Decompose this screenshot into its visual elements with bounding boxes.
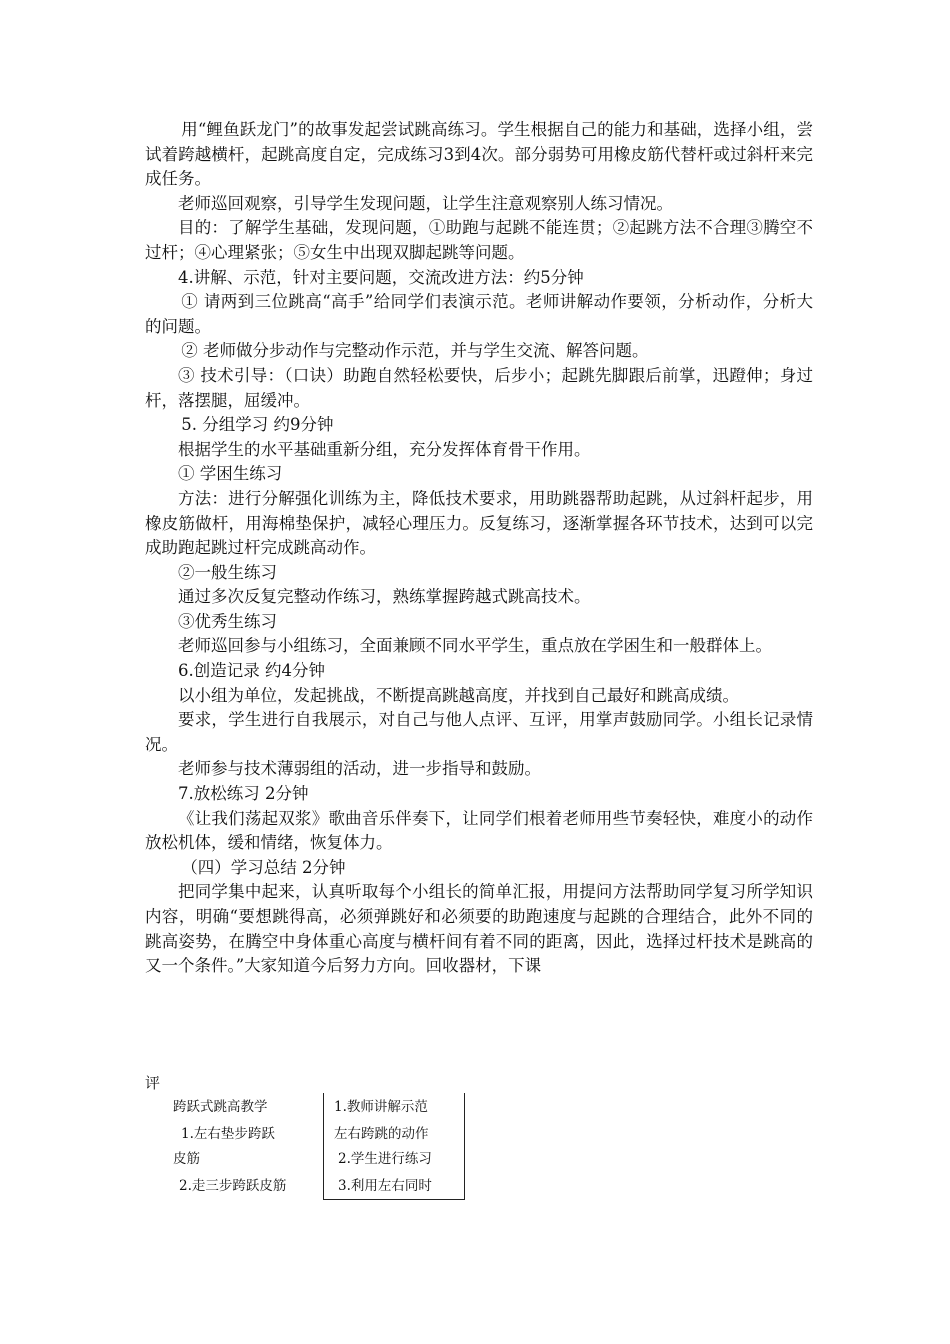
- paragraph-observe: 老师巡回观察，引导学生发现问题，让学生注意观察别人练习情况。: [178, 193, 673, 213]
- heading-top-students: ③优秀生练习: [178, 611, 277, 631]
- paragraph-teacher-rounds: 老师巡回参与小组练习，全面兼顾不同水平学生，重点放在学困生和一般群体上。: [178, 636, 772, 656]
- paragraph-requirements: 要求，学生进行自我展示，对自己与他人点评、互评，用掌声鼓励同学。小组长记录情况。: [145, 710, 813, 754]
- table-row: [163, 1120, 465, 1172]
- paragraph-average-practice: 通过多次反复完整动作练习，熟练掌握跨越式跳高技术。: [178, 587, 591, 607]
- heading-group-study: 5. 分组学习 约9分钟: [181, 415, 334, 435]
- paragraph-music: 《让我们荡起双浆》歌曲音乐伴奏下，让同学们根着老师用些节奏轻快，难度小的动作放松机体，缓和情绪，恢复体力。: [145, 808, 813, 853]
- paragraph-practice-intro: 用“鲤鱼跃龙门”的故事发起尝试跳高练习。学生根据自己的能力和基础，选择小组，尝试着跨越横杆，起跳高度自定，完成练习3到4次。部分弱势可用橡皮筋代替杆或过斜杆来完成任务。: [145, 120, 813, 189]
- heading-summary: （四）学习总结 2分钟: [181, 857, 346, 877]
- table-cell: 1.教师讲解示范: [324, 1093, 465, 1120]
- paragraph-challenge: 以小组为单位，发起挑战，不断提高跳越高度，并找到自己最好和跳高成绩。: [178, 685, 739, 705]
- heading-average-students: ②一般生练习: [178, 562, 277, 582]
- paragraph-teacher-guidance: 老师参与技术薄弱组的活动，进一步指导和鼓励。: [178, 759, 541, 779]
- table-cell: 跨跃式跳高教学: [173, 1099, 268, 1115]
- heading-struggling-students: ① 学困生练习: [178, 464, 283, 484]
- evaluation-label: 评: [145, 1074, 161, 1092]
- lesson-text: [145, 118, 813, 979]
- table-cell: 3.利用左右同时: [324, 1172, 465, 1200]
- table-row: [163, 1093, 465, 1120]
- cell-line: 皮筋: [173, 1151, 200, 1167]
- heading-explain-demo: 4.讲解、示范，针对主要问题，交流改进方法：约5分钟: [178, 267, 584, 287]
- table-cell: [324, 1120, 465, 1172]
- paragraph-demo-3: ③ 技术引导：（口诀）助跑自然轻松要快，后步小；起跳先脚跟后前掌，迅蹬伸；身过杆，落摆腿，屈缓冲。: [145, 365, 813, 410]
- paragraph-demo-2: ② 老师做分步动作与完整动作示范，并与学生交流、解答问题。: [181, 341, 649, 361]
- table-row: [163, 1172, 465, 1200]
- cell-line: 左右跨跳的动作: [334, 1126, 429, 1142]
- paragraph-regroup: 根据学生的水平基础重新分组，充分发挥体育骨干作用。: [178, 439, 591, 459]
- table-cell: 2.走三步跨跃皮筋: [179, 1178, 287, 1194]
- heading-relax: 7.放松练习 2分钟: [178, 784, 309, 804]
- paragraph-demo-1: ① 请两到三位跳高“高手”给同学们表演示范。老师讲解动作要领，分析动作，分析大的问题。: [145, 292, 813, 336]
- paragraph-purpose: 目的：了解学生基础，发现问题，①助跑与起跳不能连贯；②起跳方法不合理③腾空不过杆；④心理紧张；⑤女生中出现双脚起跳等问题。: [145, 218, 813, 262]
- table-cell: [163, 1120, 324, 1172]
- paragraph-method: 方法：进行分解强化训练为主，降低技术要求，用助跳器帮助起跳，从过斜杆起步，用橡皮筋做杆，用海棉垫保护，减轻心理压力。反复练习，逐渐掌握各环节技术，达到可以完成助跑起跳过杆完成跳高动作。: [145, 488, 813, 558]
- evaluation-table: [163, 1093, 465, 1200]
- paragraph-summary: 把同学集中起来，认真听取每个小组长的简单汇报，用提问方法帮助同学复习所学知识内容，明确“要想跳得高，必须弹跳好和必须要的助跑速度与起跳的合理结合，此外不同的跳高姿势，在腾空中身体重心高度与横杆间有着不同的距离，因此，选择过杆技术是跳高的又一个条件。”大家知道今后努力方向。回收器材，下课: [145, 882, 813, 976]
- cell-line: 1.左右垫步跨跃: [181, 1126, 275, 1142]
- cell-line: 2.学生进行练习: [338, 1151, 432, 1167]
- heading-create-record: 6.创造记录 约4分钟: [178, 661, 325, 681]
